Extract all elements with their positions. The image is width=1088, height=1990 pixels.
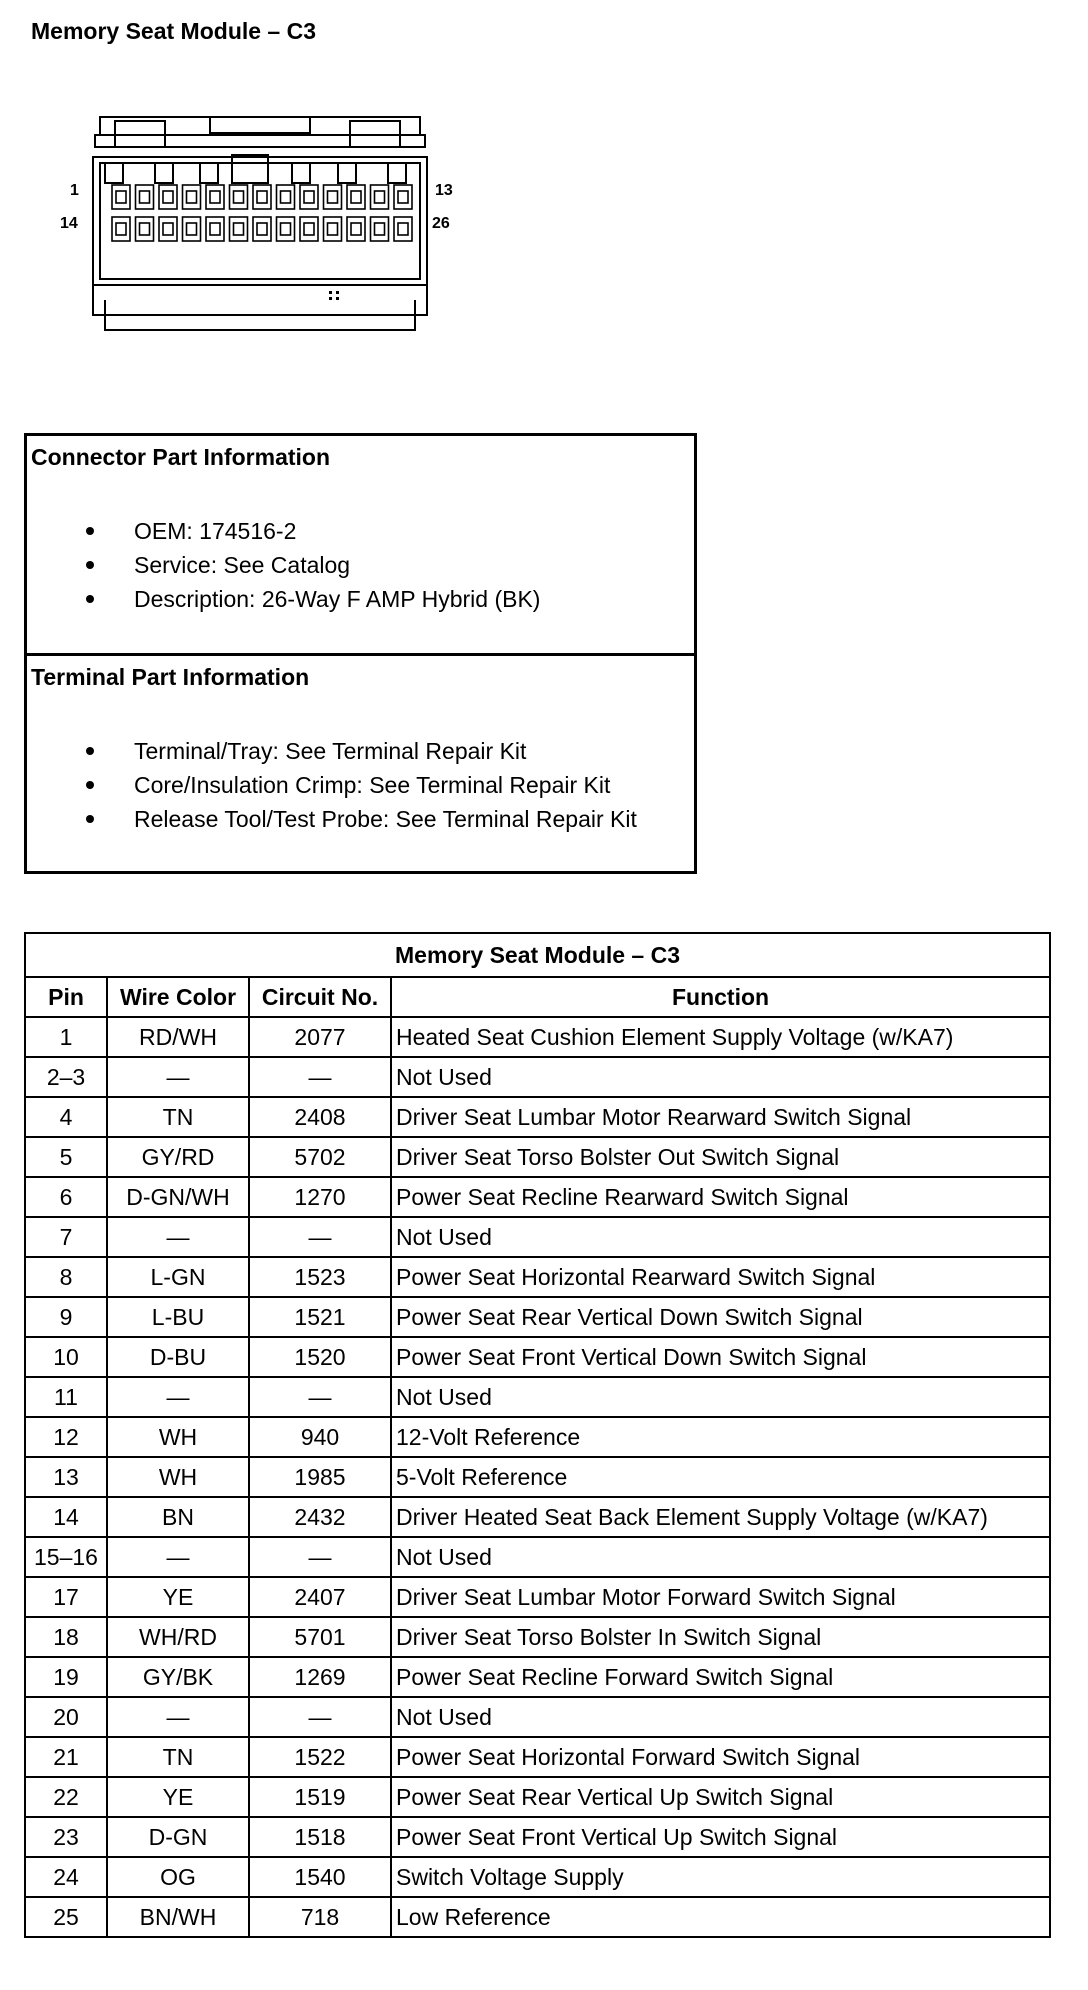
pin-cavity [300,185,318,209]
terminal-part-info [27,653,694,871]
pin-cavity-inner [351,191,361,203]
pin-cell: 14 [25,1497,107,1537]
pin-cavity-inner [140,191,150,203]
wire-color-cell: GY/RD [107,1137,249,1177]
wire-color-cell: BN [107,1497,249,1537]
circuit-cell: 2077 [249,1017,391,1057]
header-wire-color: Wire Color [107,977,249,1017]
pin-cavity [112,217,130,241]
pin-cell: 9 [25,1297,107,1337]
table-row [25,1097,1050,1137]
list-item-text: OEM: 174516-2 [134,518,297,544]
pin-label-26: 26 [432,215,450,232]
table-row [25,1697,1050,1737]
pin-cavity-inner [116,223,126,235]
table-row [25,1217,1050,1257]
table-row [25,1897,1050,1937]
wire-color-cell: — [107,1377,249,1417]
wire-color-cell: RD/WH [107,1017,249,1057]
function-cell: Driver Heated Seat Back Element Supply Voltage (w/KA7) [391,1497,1050,1537]
list-item [27,548,540,582]
connector-diagram [60,105,460,345]
function-cell: Power Seat Horizontal Rearward Switch Signal [391,1257,1050,1297]
pin-cell: 4 [25,1097,107,1137]
pin-cell: 20 [25,1697,107,1737]
function-cell: 5-Volt Reference [391,1457,1050,1497]
pin-label-13: 13 [435,182,453,199]
table-title: Memory Seat Module – C3 [25,933,1050,977]
circuit-cell: — [249,1057,391,1097]
function-cell: Low Reference [391,1897,1050,1937]
pin-cavity [112,185,130,209]
bullet-icon [86,815,94,823]
pin-cavity [371,217,389,241]
circuit-cell: 1521 [249,1297,391,1337]
pin-label-14: 14 [60,215,78,232]
pin-table [24,932,1051,1938]
function-cell: Switch Voltage Supply [391,1857,1050,1897]
function-cell: Power Seat Rear Vertical Down Switch Signal [391,1297,1050,1337]
pin-cavity [253,217,271,241]
circuit-cell: 5702 [249,1137,391,1177]
header-function: Function [391,977,1050,1017]
pin-cell: 5 [25,1137,107,1177]
circuit-cell: 1520 [249,1337,391,1377]
function-cell: Not Used [391,1537,1050,1577]
wire-color-cell: TN [107,1097,249,1137]
function-cell: Power Seat Rear Vertical Up Switch Signal [391,1777,1050,1817]
list-item-text: Description: 26-Way F AMP Hybrid (BK) [134,586,541,612]
table-row [25,1137,1050,1177]
bullet-icon [86,527,94,535]
function-cell: Driver Seat Lumbar Motor Forward Switch Signal [391,1577,1050,1617]
table-row [25,1537,1050,1577]
wire-color-cell: YE [107,1777,249,1817]
circuit-cell: 1270 [249,1177,391,1217]
pin-cavity-inner [116,191,126,203]
wire-color-cell: — [107,1217,249,1257]
pin-cavity-inner [163,223,173,235]
pin-cavity [394,217,412,241]
table-row [25,1657,1050,1697]
function-cell: 12-Volt Reference [391,1417,1050,1457]
table-row [25,1857,1050,1897]
circuit-cell: 1269 [249,1657,391,1697]
pin-cell: 24 [25,1857,107,1897]
pin-cavity-inner [210,191,220,203]
pin-cavity-inner [328,223,338,235]
pin-cavity-inner [140,223,150,235]
wire-color-cell: D-BU [107,1337,249,1377]
pin-cavity-inner [375,191,385,203]
pin-cell: 11 [25,1377,107,1417]
pin-cavity [394,185,412,209]
pin-cell: 13 [25,1457,107,1497]
table-row [25,1177,1050,1217]
table-row [25,1617,1050,1657]
connector-part-list [27,514,540,616]
table-row [25,1337,1050,1377]
bullet-icon [86,781,94,789]
bullet-icon [86,561,94,569]
pin-cavity-inner [257,223,267,235]
wire-color-cell: YE [107,1577,249,1617]
wire-color-cell: BN/WH [107,1897,249,1937]
pin-cavity [159,217,177,241]
bullet-icon [86,595,94,603]
pin-cavity-inner [281,223,291,235]
pin-cavity [300,217,318,241]
list-item [27,768,637,802]
wire-color-cell: D-GN/WH [107,1177,249,1217]
table-row [25,1497,1050,1537]
pin-cavity [230,217,248,241]
wire-color-cell: L-GN [107,1257,249,1297]
table-row [25,1777,1050,1817]
connector-part-info [27,436,694,653]
pin-cavity [371,185,389,209]
table-row [25,1377,1050,1417]
bullet-icon [86,747,94,755]
wire-color-cell: GY/BK [107,1657,249,1697]
circuit-cell: 2432 [249,1497,391,1537]
pin-cell: 17 [25,1577,107,1617]
pin-cavity [183,217,201,241]
wire-color-cell: — [107,1057,249,1097]
pin-cell: 10 [25,1337,107,1377]
pin-cavity [253,185,271,209]
pin-cell: 6 [25,1177,107,1217]
list-item-text: Terminal/Tray: See Terminal Repair Kit [134,738,527,764]
list-item [27,802,637,836]
circuit-cell: 1518 [249,1817,391,1857]
pin-cell: 21 [25,1737,107,1777]
pin-cell: 2–3 [25,1057,107,1097]
list-item [27,514,540,548]
wire-color-cell: — [107,1537,249,1577]
function-cell: Power Seat Horizontal Forward Switch Signal [391,1737,1050,1777]
table-header-row [25,977,1050,1017]
pin-label-1: 1 [70,182,79,199]
connector-part-heading: Connector Part Information [31,444,331,470]
table-title-row [25,933,1050,977]
pin-cavity-inner [210,223,220,235]
pin-cavity-inner [257,191,267,203]
circuit-cell: 1523 [249,1257,391,1297]
pin-cell: 7 [25,1217,107,1257]
list-item-text: Service: See Catalog [134,552,351,578]
circuit-cell: 2407 [249,1577,391,1617]
pin-cavity [324,217,342,241]
function-cell: Power Seat Recline Rearward Switch Signal [391,1177,1050,1217]
circuit-cell: 718 [249,1897,391,1937]
pin-cell: 23 [25,1817,107,1857]
pin-cavity [206,217,224,241]
wire-color-cell: — [107,1697,249,1737]
pin-cavity-inner [187,223,197,235]
table-row [25,1737,1050,1777]
circuit-cell: — [249,1537,391,1577]
pin-cavity-inner [163,191,173,203]
pin-cavity-inner [351,223,361,235]
pin-cavity [159,185,177,209]
pin-cell: 8 [25,1257,107,1297]
pin-cavity-inner [375,223,385,235]
pin-cell: 25 [25,1897,107,1937]
pin-cavity-inner [234,191,244,203]
list-item-text: Core/Insulation Crimp: See Terminal Repair Kit [134,772,611,798]
circuit-cell: 5701 [249,1617,391,1657]
terminal-part-heading: Terminal Part Information [31,664,310,690]
pin-cavity-inner [234,223,244,235]
pin-cavity-inner [304,223,314,235]
wire-color-cell: WH [107,1417,249,1457]
table-row [25,1817,1050,1857]
pin-cavity-inner [398,191,408,203]
wire-color-cell: L-BU [107,1297,249,1337]
function-cell: Power Seat Front Vertical Down Switch Signal [391,1337,1050,1377]
pin-cavity-inner [328,191,338,203]
circuit-cell: 2408 [249,1097,391,1137]
pin-cell: 18 [25,1617,107,1657]
function-cell: Driver Seat Lumbar Motor Rearward Switch Signal [391,1097,1050,1137]
pin-cell: 12 [25,1417,107,1457]
circuit-cell: 940 [249,1417,391,1457]
pin-cavity-inner [187,191,197,203]
pin-cell: 22 [25,1777,107,1817]
function-cell: Not Used [391,1217,1050,1257]
list-item [27,582,540,616]
table-row [25,1417,1050,1457]
function-cell: Power Seat Front Vertical Up Switch Signal [391,1817,1050,1857]
wire-color-cell: WH [107,1457,249,1497]
pin-table-body [25,1017,1050,1937]
pin-cavity-inner [398,223,408,235]
table-row [25,1297,1050,1337]
pin-cavity [347,217,365,241]
wire-color-cell: D-GN [107,1817,249,1857]
circuit-cell: 1522 [249,1737,391,1777]
pin-cavity-inner [304,191,314,203]
pin-cavity [136,217,154,241]
pin-cavity [347,185,365,209]
table-row [25,1017,1050,1057]
pin-cell: 19 [25,1657,107,1697]
function-cell: Driver Seat Torso Bolster In Switch Signal [391,1617,1050,1657]
circuit-cell: — [249,1697,391,1737]
pin-cavity [136,185,154,209]
pin-cavity-inner [281,191,291,203]
circuit-cell: — [249,1377,391,1417]
function-cell: Not Used [391,1057,1050,1097]
function-cell: Driver Seat Torso Bolster Out Switch Signal [391,1137,1050,1177]
function-cell: Power Seat Recline Forward Switch Signal [391,1657,1050,1697]
page-title: Memory Seat Module – C3 [31,18,317,44]
function-cell: Not Used [391,1697,1050,1737]
pin-cavity [206,185,224,209]
table-row [25,1457,1050,1497]
table-row [25,1577,1050,1617]
wire-color-cell: WH/RD [107,1617,249,1657]
part-info-box [24,433,697,874]
table-row [25,1057,1050,1097]
circuit-cell: 1519 [249,1777,391,1817]
wire-color-cell: OG [107,1857,249,1897]
pin-cell: 1 [25,1017,107,1057]
wire-color-cell: TN [107,1737,249,1777]
pin-cavity [277,185,295,209]
list-item [27,734,637,768]
header-circuit: Circuit No. [249,977,391,1017]
circuit-cell: 1540 [249,1857,391,1897]
function-cell: Heated Seat Cushion Element Supply Voltage (w/KA7) [391,1017,1050,1057]
circuit-cell: — [249,1217,391,1257]
list-item-text: Release Tool/Test Probe: See Terminal Repair Kit [134,806,637,832]
pin-cavity [230,185,248,209]
function-cell: Not Used [391,1377,1050,1417]
pin-cell: 15–16 [25,1537,107,1577]
terminal-part-list [27,734,637,836]
pin-cavity [277,217,295,241]
pin-cavity [183,185,201,209]
header-pin: Pin [25,977,107,1017]
pin-cavity [324,185,342,209]
table-row [25,1257,1050,1297]
circuit-cell: 1985 [249,1457,391,1497]
